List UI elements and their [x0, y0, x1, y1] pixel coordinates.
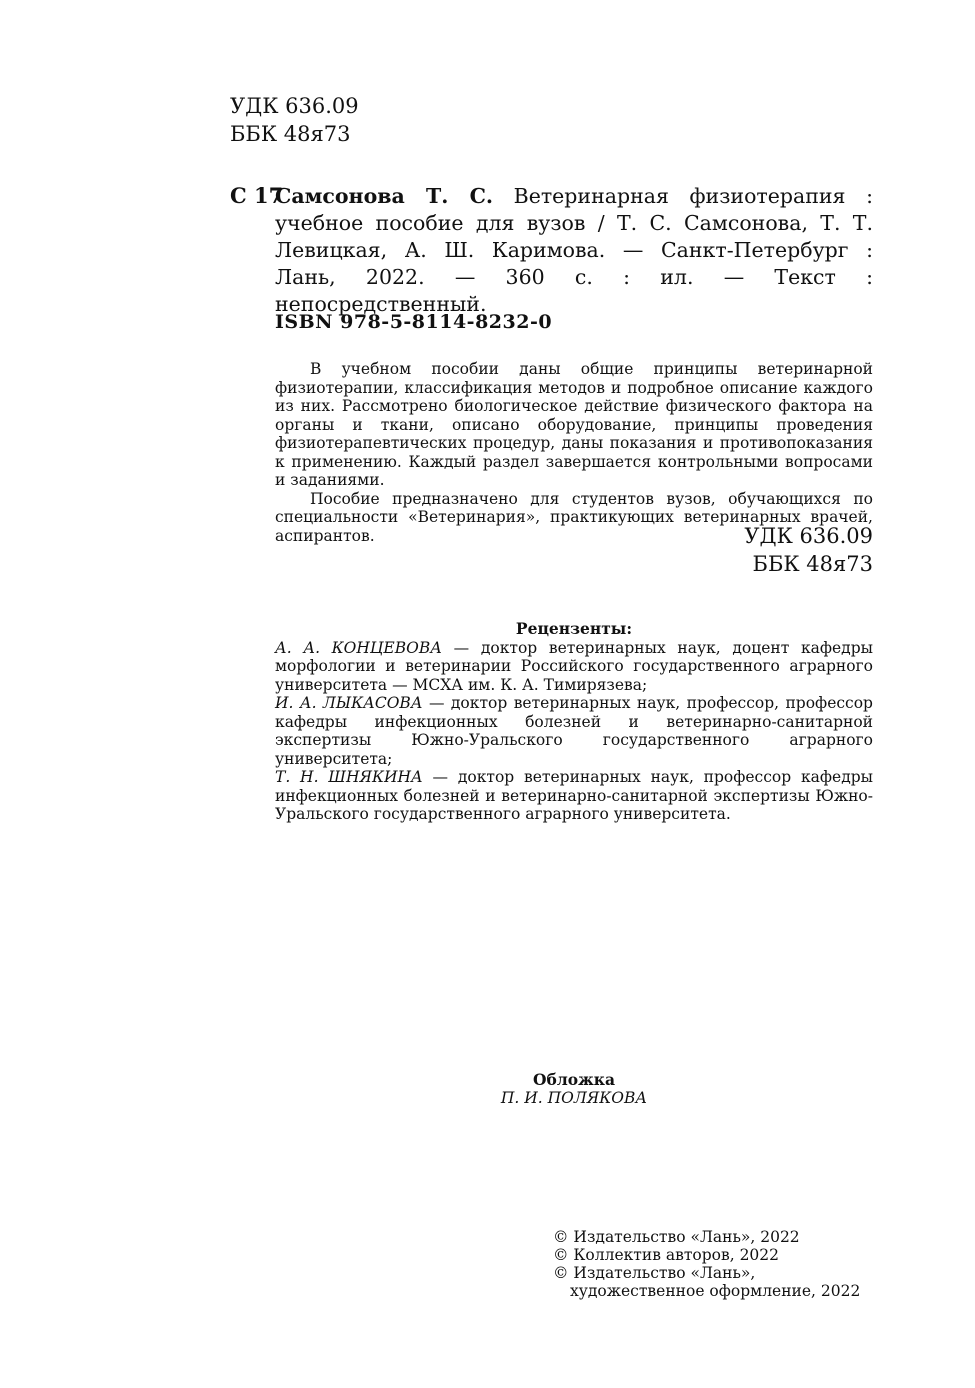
reviewer-credentials: — доктор ветеринарных наук, профессор, профессор кафедры инфекционных болезней и ветеринарно-санитарной экспертизы Южно-Уральского государственного аграрного университета;: [275, 694, 873, 768]
reviewers-heading: Рецензенты:: [515, 619, 633, 638]
udk-code: УДК 636.09: [230, 94, 359, 118]
reviewer-credentials: — доктор ветеринарных наук, доцент кафедры морфологии и ветеринарии Российского государственного аграрного университета — МСХА им. К. А. Тимирязева;: [275, 638, 873, 694]
bibliographic-record: [275, 183, 873, 318]
reviewer-entry: [275, 694, 873, 768]
reviewer-name: Т. Н. ШНЯКИНА: [275, 768, 423, 786]
reviewer-entry: [275, 768, 873, 824]
reviewer-name: А. А. КОНЦЕВОВА: [275, 638, 442, 657]
udk-code: УДК 636.09: [744, 524, 873, 548]
copyright-line: © Коллектив авторов, 2022: [553, 1246, 780, 1264]
bbk-code: ББК 48я73: [230, 122, 351, 146]
annotation: [275, 360, 873, 545]
cover-label: Обложка: [533, 1070, 615, 1089]
bbk-code: ББК 48я73: [752, 552, 873, 576]
copyright-line: © Издательство «Лань»,: [553, 1264, 756, 1282]
bibliographic-description: Ветеринарная физиотерапия : учебное пособие для вузов / Т. С. Самсонова, Т. Т. Левицкая, А. Ш. Каримова. — Санкт-Петербург : Лань, 2022. — 360 с. : ил. — Текст : непосредственный.: [275, 184, 873, 316]
cover-designer: П. И. ПОЛЯКОВА: [500, 1089, 648, 1107]
reviewer-entry: [275, 639, 873, 695]
author-name: Самсонова Т. С.: [275, 184, 494, 208]
reviewer-name: И. А. ЛЫКАСОВА: [275, 694, 423, 712]
copyright-line: художественное оформление, 2022: [570, 1282, 861, 1300]
classification-top: [230, 92, 359, 148]
cover-credit: [275, 1071, 873, 1107]
reviewer-credentials: — доктор ветеринарных наук, профессор кафедры инфекционных болезней и ветеринарно-санитарной экспертизы Южно-Уральского государственного аграрного университета.: [275, 768, 873, 823]
isbn: ISBN 978-5-8114-8232-0: [275, 311, 553, 333]
copyright-line: © Издательство «Лань», 2022: [553, 1228, 800, 1246]
copyright-block: [553, 1228, 860, 1300]
author-cipher: С 17: [230, 183, 284, 208]
annotation-paragraph: Пособие предназначено для студентов вузов, обучающихся по специальности «Ветеринария», практикующих ветеринарных врачей, аспирантов.: [275, 489, 873, 545]
annotation-paragraph: В учебном пособии даны общие принципы ветеринарной физиотерапии, классификация методов и подробное описание каждого из них. Рассмотрено биологическое действие физического фактора на органы и ткани, описано оборудование, принципы проведения физиотерапевтических процедур, даны показания и противопоказания к применению. Каждый раздел завершается контрольными вопросами и заданиями.: [275, 360, 873, 489]
reviewers-section: [275, 620, 873, 824]
classification-bottom: [744, 522, 873, 578]
